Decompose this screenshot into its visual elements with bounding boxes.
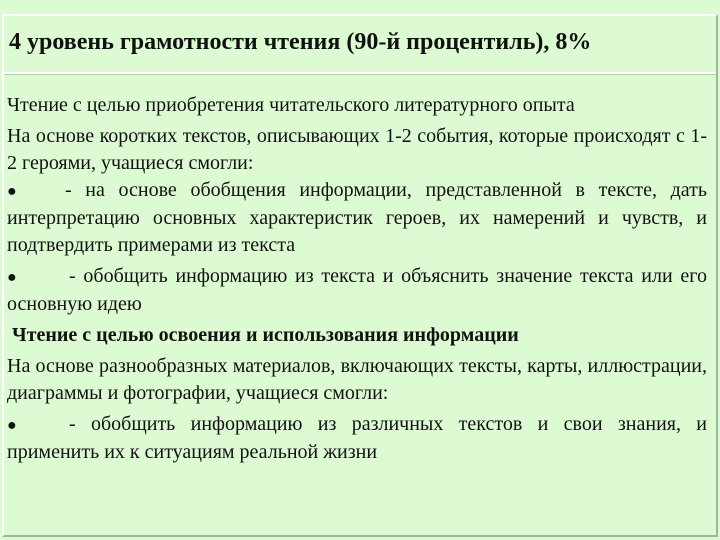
bullet-text: - на основе обобщения информации, представленной в тексте, дать интерпретацию основных характеристик героев, их намерений и чувств, и подтвердить примерами из текста bbox=[7, 179, 707, 256]
bullet-text: - обобщить информацию из различных текстов и свои знания, и применить их к ситуациям реальной жизни bbox=[7, 413, 707, 463]
slide-title: 4 уровень грамотности чтения (90-й процентиль), 8% bbox=[9, 29, 592, 55]
section1-intro: На основе коротких текстов, описывающих 1-2 события, которые происходят с 1-2 героями, учащиеся смогли: bbox=[7, 125, 707, 174]
bullet-icon: ● bbox=[7, 269, 17, 286]
section2-heading: Чтение с целью освоения и использования информации bbox=[12, 324, 519, 346]
bullet-icon: ● bbox=[7, 183, 17, 200]
section1-bullet-2 bbox=[7, 263, 707, 318]
title-divider bbox=[4, 72, 716, 75]
section2-bullet-1 bbox=[7, 411, 707, 466]
section2-intro: На основе разнообразных материалов, включающих тексты, карты, иллюстрации, диаграммы и фотографии, учащиеся смогли: bbox=[7, 355, 707, 404]
section1-heading: Чтение с целью приобретения читательского литературного опыта bbox=[7, 94, 575, 116]
bullet-text: - обобщить информацию из текста и объяснить значение текста или его основную идею bbox=[7, 265, 707, 315]
section1-bullet-1 bbox=[7, 177, 707, 259]
slide-content bbox=[7, 92, 707, 466]
bullet-icon: ● bbox=[7, 417, 17, 434]
